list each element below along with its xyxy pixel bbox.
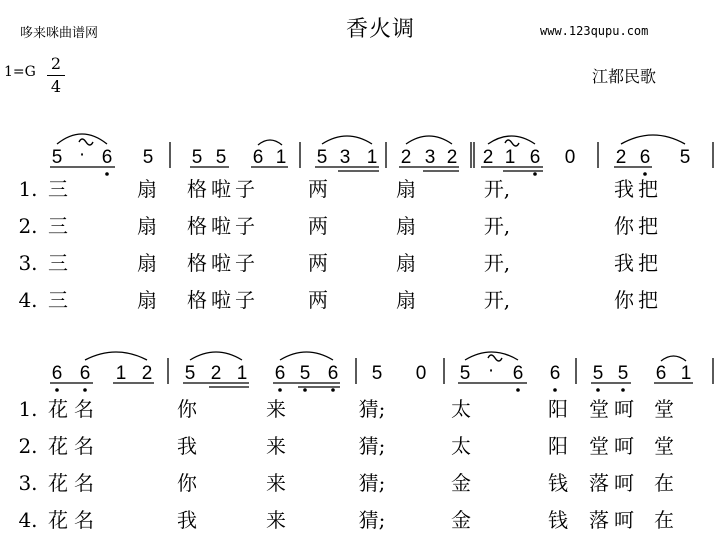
- lyric: 来: [266, 471, 286, 495]
- verse-number: 1.: [18, 177, 38, 201]
- low-octave-dot: [303, 388, 307, 392]
- lyric: 呵: [614, 434, 634, 458]
- lyric: 花: [48, 471, 68, 495]
- low-octave-dot: [83, 388, 87, 392]
- lyric: 堂: [654, 397, 674, 421]
- note: 5: [142, 147, 154, 168]
- lyric: 三: [48, 251, 68, 275]
- low-octave-dot: [596, 388, 600, 392]
- low-octave-dot: [643, 172, 647, 176]
- lyric: 名: [74, 508, 94, 532]
- lyric: 开,: [483, 177, 511, 201]
- meter-top: 2: [50, 54, 62, 73]
- lyric: 格: [187, 214, 207, 238]
- note: 5: [51, 147, 63, 168]
- slur: [322, 136, 372, 144]
- lyric: 扇: [137, 288, 157, 312]
- lyric: 呵: [614, 471, 634, 495]
- slur: [661, 356, 686, 361]
- lyric: 呵: [614, 508, 634, 532]
- lyric: 扇: [137, 251, 157, 275]
- note: 6: [529, 147, 541, 168]
- note: 2: [141, 363, 153, 384]
- low-octave-dot: [55, 388, 59, 392]
- note: 6: [655, 363, 667, 384]
- verse-number: 2.: [18, 214, 38, 238]
- lyric: 你: [177, 471, 197, 495]
- lyric: 我: [614, 251, 634, 275]
- lyric: 两: [308, 214, 328, 238]
- note: 2: [400, 147, 412, 168]
- site-url: www.123qupu.com: [540, 24, 649, 38]
- augmentation-dot: ·: [78, 144, 86, 165]
- note: 2: [446, 147, 458, 168]
- note: 5: [299, 363, 311, 384]
- song-title: 香火调: [346, 17, 416, 42]
- lyric: 猜;: [358, 397, 386, 421]
- lyric: 格: [187, 288, 207, 312]
- lyric: 钱: [548, 508, 568, 532]
- lyric: 在: [654, 471, 674, 495]
- note: 6: [274, 363, 286, 384]
- lyric: 两: [308, 177, 328, 201]
- note: 6: [512, 363, 524, 384]
- lyric: 落: [589, 508, 609, 532]
- lyric: 花: [48, 434, 68, 458]
- slur: [190, 352, 242, 360]
- lyric: 阳: [548, 397, 568, 421]
- verse-number: 2.: [18, 434, 38, 458]
- note: 1: [275, 147, 287, 168]
- lyric: 啦: [211, 288, 231, 312]
- slur: [85, 352, 147, 360]
- lyric: 扇: [396, 214, 416, 238]
- note: 5: [617, 363, 629, 384]
- note: 6: [101, 147, 113, 168]
- note: 6: [252, 147, 264, 168]
- lyric: 落: [589, 471, 609, 495]
- lyric: 格: [187, 251, 207, 275]
- lyric: 太: [451, 397, 471, 421]
- lyric: 金: [451, 471, 471, 495]
- lyric: 名: [74, 471, 94, 495]
- note: 3: [424, 147, 436, 168]
- lyric: 子: [235, 288, 255, 312]
- lyric: 把: [638, 177, 658, 201]
- verse-number: 3.: [18, 251, 38, 275]
- note: 1: [115, 363, 127, 384]
- note: 5: [191, 147, 203, 168]
- lyric: 来: [266, 434, 286, 458]
- turn-ornament: [505, 140, 519, 146]
- key-signature: 1=G: [4, 64, 36, 80]
- low-octave-dot: [533, 172, 537, 176]
- lyric: 开,: [483, 251, 511, 275]
- lyric: 猜;: [358, 471, 386, 495]
- note: 1: [504, 147, 516, 168]
- lyric: 花: [48, 508, 68, 532]
- lyric: 我: [177, 434, 197, 458]
- low-octave-dot: [516, 388, 520, 392]
- slur: [621, 135, 685, 144]
- lyric: 把: [638, 288, 658, 312]
- note: 2: [210, 363, 222, 384]
- low-octave-dot: [553, 388, 557, 392]
- lyric: 两: [308, 251, 328, 275]
- lyric: 猜;: [358, 434, 386, 458]
- note: 5: [371, 363, 383, 384]
- lyric: 啦: [211, 177, 231, 201]
- composer: 江都民歌: [592, 67, 657, 86]
- augmentation-dot: ·: [487, 360, 495, 381]
- verse-number: 4.: [18, 508, 38, 532]
- lyric: 堂: [589, 397, 609, 421]
- note: 5: [592, 363, 604, 384]
- lyric: 猜;: [358, 508, 386, 532]
- lyric: 扇: [137, 177, 157, 201]
- lyric: 来: [266, 397, 286, 421]
- lyric: 子: [235, 251, 255, 275]
- lyric: 啦: [211, 214, 231, 238]
- low-octave-dot: [105, 172, 109, 176]
- lyric: 三: [48, 288, 68, 312]
- note: 6: [549, 363, 561, 384]
- lyric: 三: [48, 214, 68, 238]
- lyric: 三: [48, 177, 68, 201]
- slur: [258, 140, 282, 145]
- note: 5: [215, 147, 227, 168]
- lyric: 来: [266, 508, 286, 532]
- lyric: 名: [74, 397, 94, 421]
- lyric: 开,: [483, 288, 511, 312]
- note: 6: [639, 147, 651, 168]
- note: 2: [482, 147, 494, 168]
- lyric: 把: [638, 251, 658, 275]
- lyric: 你: [614, 214, 634, 238]
- note: 2: [615, 147, 627, 168]
- verse-number: 4.: [18, 288, 38, 312]
- lyric: 子: [235, 214, 255, 238]
- meter-bottom: 4: [50, 77, 62, 96]
- slur: [280, 352, 333, 360]
- note: 6: [51, 363, 63, 384]
- lyric: 扇: [396, 288, 416, 312]
- note: 6: [79, 363, 91, 384]
- lyric: 金: [451, 508, 471, 532]
- lyric: 你: [177, 397, 197, 421]
- verse-number: 3.: [18, 471, 38, 495]
- lyric: 花: [48, 397, 68, 421]
- lyric: 堂: [654, 434, 674, 458]
- note: 5: [679, 147, 691, 168]
- lyric: 扇: [137, 214, 157, 238]
- lyric: 你: [614, 288, 634, 312]
- note: 1: [236, 363, 248, 384]
- slur: [465, 352, 518, 360]
- lyric: 我: [177, 508, 197, 532]
- lyric: 把: [638, 214, 658, 238]
- verse-number: 1.: [18, 397, 38, 421]
- slur: [406, 136, 452, 144]
- lyric: 我: [614, 177, 634, 201]
- lyric: 名: [74, 434, 94, 458]
- lyric: 太: [451, 434, 471, 458]
- lyric: 扇: [396, 251, 416, 275]
- note: 5: [459, 363, 471, 384]
- lyric: 钱: [548, 471, 568, 495]
- lyric: 堂: [589, 434, 609, 458]
- low-octave-dot: [278, 388, 282, 392]
- lyric: 开,: [483, 214, 511, 238]
- lyric: 扇: [396, 177, 416, 201]
- lyric: 在: [654, 508, 674, 532]
- note: 5: [316, 147, 328, 168]
- low-octave-dot: [621, 388, 625, 392]
- lyric: 呵: [614, 397, 634, 421]
- site-name: 哆来咪曲谱网: [20, 26, 99, 41]
- note: 3: [339, 147, 351, 168]
- lyric: 啦: [211, 251, 231, 275]
- lyric: 格: [187, 177, 207, 201]
- note: 1: [680, 363, 692, 384]
- note: 0: [564, 147, 576, 168]
- note: 0: [415, 363, 427, 384]
- note: 1: [366, 147, 378, 168]
- lyric: 两: [308, 288, 328, 312]
- lyric: 阳: [548, 434, 568, 458]
- lyric: 子: [235, 177, 255, 201]
- note: 6: [327, 363, 339, 384]
- low-octave-dot: [331, 388, 335, 392]
- note: 5: [184, 363, 196, 384]
